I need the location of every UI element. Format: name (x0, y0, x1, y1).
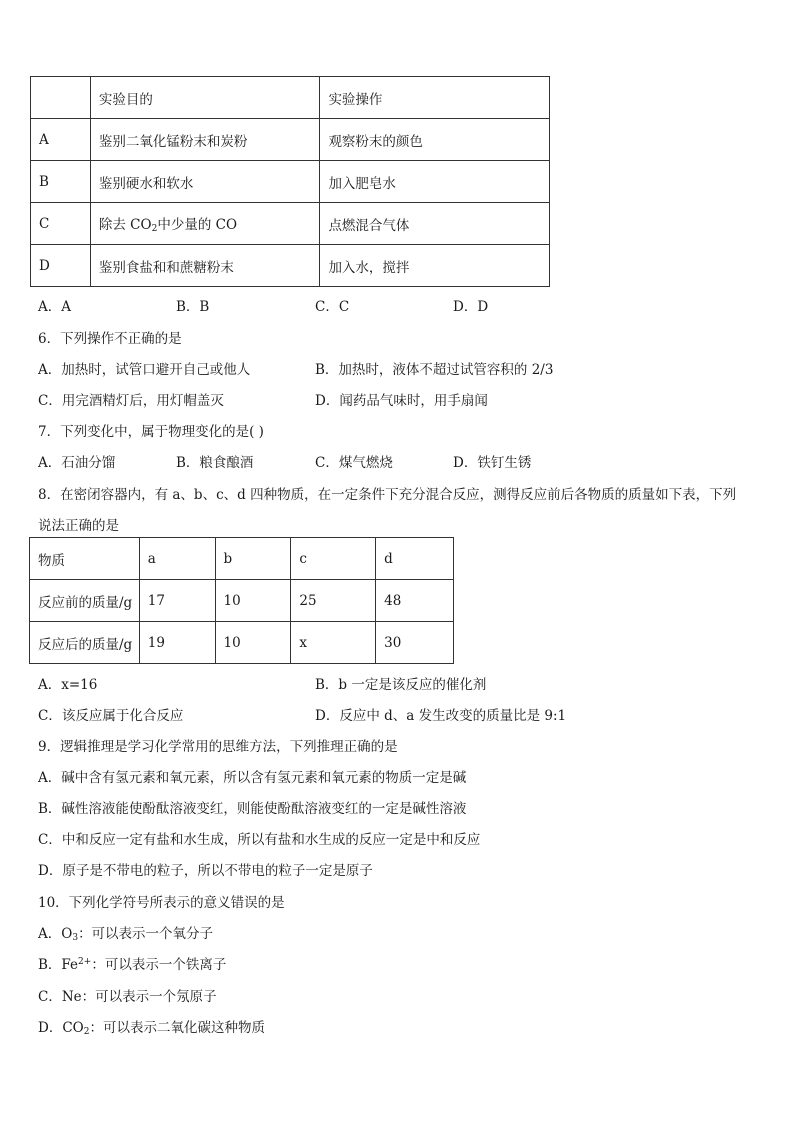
q8-option-b: B．b 一定是该反应的催化剂 (315, 677, 487, 693)
table-row (30, 580, 454, 622)
table-cell: 19 (139, 622, 215, 664)
table-cell: a (139, 538, 215, 580)
table-cell: 17 (139, 580, 215, 622)
q7-stem: 7．下列变化中，属于物理变化的是( ) (38, 424, 264, 440)
q9-option-b: B．碱性溶液能使酚酞溶液变红，则能使酚酞溶液变红的一定是碱性溶液 (38, 801, 467, 817)
q9-option-d: D．原子是不带电的粒子，所以不带电的粒子一定是原子 (38, 863, 373, 879)
table-header-row (31, 77, 550, 119)
q9-option-c: C．中和反应一定有盐和水生成，所以有盐和水生成的反应一定是中和反应 (38, 832, 481, 848)
row-label: B (31, 161, 91, 203)
table-cell (31, 77, 91, 119)
operation-cell: 观察粉末的颜色 (320, 119, 550, 161)
row-label: D (31, 245, 91, 287)
table-cell: c (291, 538, 376, 580)
q7-option-d: D．铁钉生锈 (453, 455, 532, 471)
table-cell: 实验操作 (320, 77, 550, 119)
q9-stem: 9．逻辑推理是学习化学常用的思维方法，下列推理正确的是 (38, 739, 398, 755)
q10-option-a: A．$O_3$：可以表示一个氧分子 (38, 926, 214, 943)
table-cell: 48 (376, 580, 454, 622)
table-cell: 10 (215, 622, 291, 664)
q6-option-a: A．加热时，试管口避开自己或他人 (38, 362, 251, 378)
table-cell: 反应后的质量/g (30, 622, 140, 664)
operation-cell: 点燃混合气体 (320, 203, 550, 245)
table-cell: d (376, 538, 454, 580)
q6-option-d: D．闻药品气味时，用手扇闻 (315, 393, 488, 409)
q6-stem: 6．下列操作不正确的是 (38, 331, 182, 347)
q7-option-b: B．粮食酿酒 (176, 455, 254, 471)
q8-option-c: C．该反应属于化合反应 (38, 708, 184, 724)
q8-stem-line1: 8．在密闭容器内，有 a、b、c、d 四种物质，在一定条件下充分混合反应，测得反应前后各物质的质量如下表，下列 (38, 487, 737, 503)
q8-option-a: A．x=16 (38, 677, 98, 693)
table-row (31, 203, 550, 245)
q5-option-d: D．D (453, 299, 489, 315)
q10-option-b: B．$Fe^{2+}$：可以表示一个铁离子 (38, 957, 227, 973)
q5-option-b: B．B (176, 299, 210, 315)
table-cell: 反应前的质量/g (30, 580, 140, 622)
table-row (31, 119, 550, 161)
mass-table (29, 537, 454, 664)
table-cell: 物质 (30, 538, 140, 580)
table-cell: 25 (291, 580, 376, 622)
q7-option-c: C．煤气燃烧 (315, 455, 393, 471)
row-label: C (31, 203, 91, 245)
purpose-cell: 鉴别硬水和软水 (90, 161, 320, 203)
q6-option-c: C．用完酒精灯后，用灯帽盖灭 (38, 393, 224, 409)
purpose-cell: 除去 $CO_2$中少量的 CO (90, 203, 320, 245)
q5-option-c: C．C (315, 299, 350, 315)
operation-cell: 加入肥皂水 (320, 161, 550, 203)
table-row (30, 622, 454, 664)
q8-option-d: D．反应中 d、a 发生改变的质量比是 9:1 (315, 708, 567, 724)
table-cell: b (215, 538, 291, 580)
table-cell: 实验目的 (90, 77, 320, 119)
row-label: A (31, 119, 91, 161)
operation-cell: 加入水，搅拌 (320, 245, 550, 287)
table-header-row (30, 538, 454, 580)
purpose-cell: 鉴别食盐和和蔗糖粉末 (90, 245, 320, 287)
q8-stem-line2: 说法正确的是 (38, 518, 119, 534)
table-row (31, 245, 550, 287)
purpose-cell: 鉴别二氧化锰粉末和炭粉 (90, 119, 320, 161)
q10-option-d: D．$CO_2$：可以表示二氧化碳这种物质 (38, 1020, 265, 1037)
q7-option-a: A．石油分馏 (38, 455, 116, 471)
table-cell: 10 (215, 580, 291, 622)
experiment-table (30, 76, 550, 287)
table-cell: 30 (376, 622, 454, 664)
q10-option-c: C．Ne：可以表示一个氖原子 (38, 989, 217, 1005)
q5-option-a: A．A (38, 299, 71, 315)
table-row (31, 161, 550, 203)
q10-stem: 10．下列化学符号所表示的意义错误的是 (38, 895, 285, 911)
q6-option-b: B．加热时，液体不超过试管容积的 2/3 (315, 362, 554, 378)
q9-option-a: A．碱中含有氢元素和氧元素，所以含有氢元素和氧元素的物质一定是碱 (38, 770, 467, 786)
table-cell: x (291, 622, 376, 664)
